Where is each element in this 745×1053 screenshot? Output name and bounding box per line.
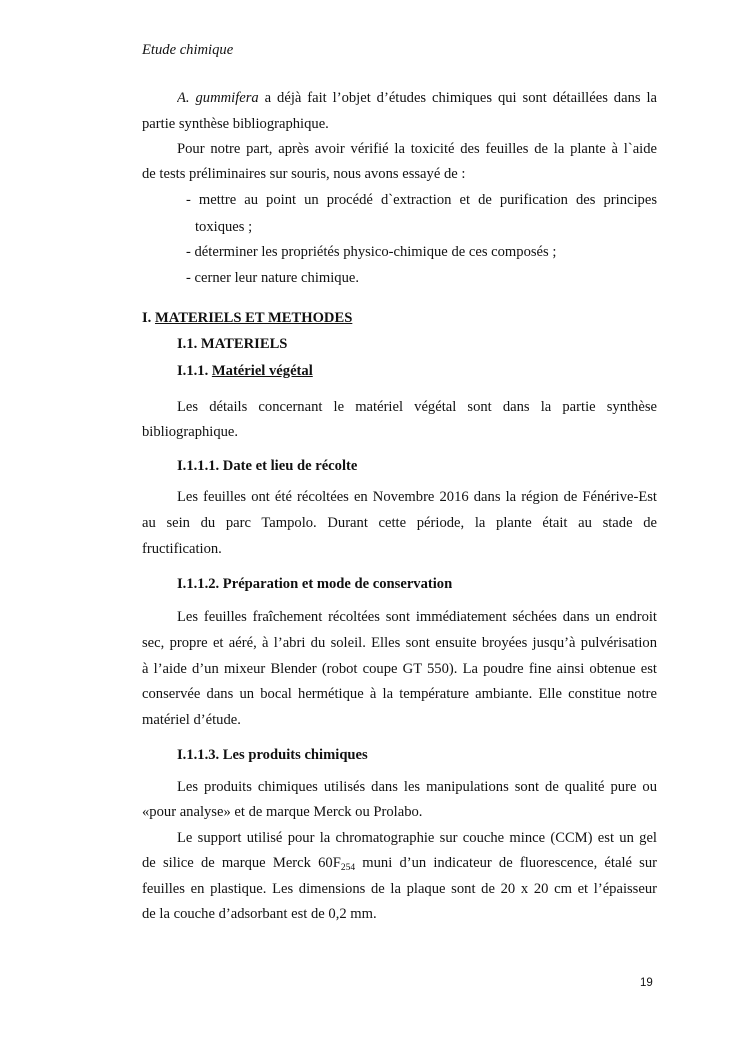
text-run: I.	[142, 310, 155, 326]
text-line	[177, 828, 657, 848]
text-run: A. gummifera	[177, 90, 259, 106]
text-run: I.1.1.2. Préparation et mode de conservation	[177, 576, 453, 592]
text-run: au sein du parc Tampolo. Durant cette période, la plante était au stade de	[142, 515, 657, 531]
text-line	[186, 190, 657, 210]
text-line	[142, 879, 657, 899]
text-line	[142, 633, 657, 653]
text-run: fructification.	[142, 541, 222, 557]
text-run: de tests préliminaires sur souris, nous avons essayé de :	[142, 166, 466, 182]
text-line	[177, 397, 657, 417]
text-run: Les détails concernant le matériel végétal sont dans la partie synthèse	[177, 399, 657, 415]
text-run: feuilles en plastique. Les dimensions de la plaque sont de 20 x 20 cm et l’épaisseur	[142, 881, 657, 897]
section-heading	[177, 334, 657, 354]
text-run: de la couche d’adsorbant est de 0,2 mm.	[142, 906, 377, 922]
text-line	[142, 802, 657, 822]
text-run: Les feuilles ont été récoltées en Novembre 2016 dans la région de Fénérive-Est	[177, 489, 657, 505]
text-run: - mettre au point un procédé d`extraction et de purification des principes	[186, 192, 657, 208]
text-line	[142, 710, 657, 730]
text-run: I.1.1.1. Date et lieu de récolte	[177, 458, 358, 474]
text-run: muni d’un indicateur de fluorescence, étalé sur	[355, 855, 657, 871]
text-line	[142, 659, 657, 679]
text-line	[142, 853, 657, 873]
text-run: MATERIELS ET METHODES	[154, 310, 353, 326]
section-heading	[177, 745, 657, 765]
text-line	[177, 139, 657, 159]
text-run: toxiques ;	[195, 219, 253, 235]
text-run: Matériel végétal	[211, 363, 313, 379]
text-run: I.1.1.	[177, 363, 212, 379]
text-line	[142, 513, 657, 533]
text-run: partie synthèse bibliographique.	[142, 116, 329, 132]
text-run: de silice de marque Merck 60F	[142, 855, 341, 871]
text-line	[177, 607, 657, 627]
text-line	[142, 114, 657, 134]
text-line	[186, 242, 657, 262]
text-line	[195, 217, 657, 237]
text-run: Pour notre part, après avoir vérifié la toxicité des feuilles de la plante à l`aide	[177, 141, 657, 157]
text-run: sec, propre et aéré, à l’abri du soleil. Elles sont ensuite broyées jusqu’à pulvérisation	[142, 635, 657, 651]
text-run: I.1.1.3. Les produits chimiques	[177, 747, 368, 763]
text-run: Les feuilles fraîchement récoltées sont immédiatement séchées dans un endroit	[177, 609, 657, 625]
text-run: - cerner leur nature chimique.	[186, 270, 360, 286]
text-run: conservée dans un bocal hermétique à la température ambiante. Elle constitue notre	[142, 686, 657, 702]
text-run: - déterminer les propriétés physico-chimique de ces composés ;	[186, 244, 557, 260]
text-line	[177, 487, 657, 507]
text-line	[142, 164, 657, 184]
text-run: «pour analyse» et de marque Merck ou Prolabo.	[142, 804, 423, 820]
section-heading	[177, 456, 657, 476]
text-run: Les produits chimiques utilisés dans les manipulations sont de qualité pure ou	[177, 779, 657, 795]
text-line	[142, 422, 657, 442]
subscript: 254	[340, 863, 356, 873]
running-header: Etude chimique	[142, 42, 234, 58]
text-line	[177, 88, 657, 108]
section-heading	[177, 361, 657, 381]
page-number: 19	[640, 977, 653, 989]
text-line	[142, 904, 657, 924]
text-line	[142, 539, 657, 559]
section-heading	[142, 308, 657, 328]
text-run: matériel d’étude.	[142, 712, 241, 728]
text-run: à l’aide d’un mixeur Blender (robot coupe GT 550). La poudre fine ainsi obtenue est	[142, 661, 657, 677]
text-run: a déjà fait l’objet d’études chimiques qui sont détaillées dans la	[258, 90, 657, 106]
text-line	[142, 684, 657, 704]
section-heading	[177, 574, 657, 594]
text-run: Le support utilisé pour la chromatographie sur couche mince (CCM) est un gel	[177, 830, 657, 846]
text-line	[186, 268, 657, 288]
text-line	[177, 777, 657, 797]
text-run: bibliographique.	[142, 424, 239, 440]
text-run: I.1. MATERIELS	[177, 336, 288, 352]
